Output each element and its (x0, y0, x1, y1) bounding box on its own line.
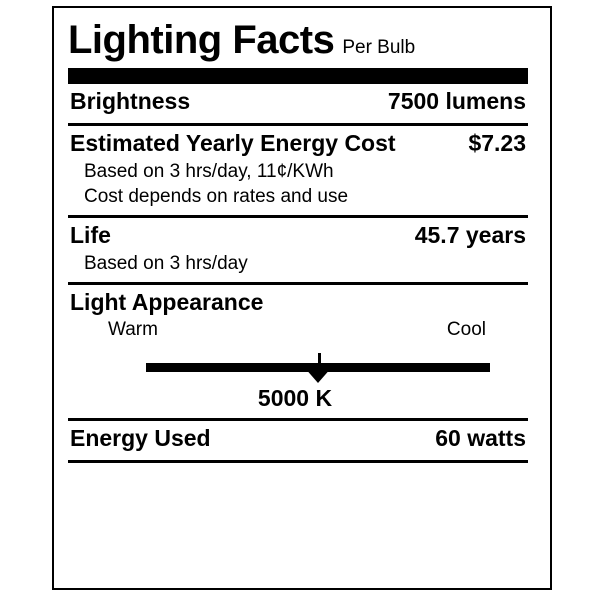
light-appearance-label: Light Appearance (70, 289, 264, 315)
label-title-row (66, 18, 530, 62)
life-row (66, 218, 530, 251)
energy-cost-row (66, 126, 530, 159)
lighting-facts-label (52, 6, 552, 590)
energy-used-row (66, 421, 530, 454)
title-divider-bar (68, 68, 528, 84)
life-label: Life (70, 222, 111, 248)
title-subtitle: Per Bulb (342, 37, 416, 58)
scale-pointer-icon (304, 367, 332, 383)
page-title: Lighting Facts (68, 18, 335, 62)
brightness-row (66, 84, 530, 117)
energy-cost-label: Estimated Yearly Energy Cost (70, 130, 396, 156)
divider-after-energy-used (68, 460, 528, 463)
energy-used-value: 60 watts (435, 425, 526, 451)
brightness-label: Brightness (70, 88, 191, 114)
light-appearance-scale (66, 345, 530, 385)
scale-max-label: Cool (446, 319, 486, 340)
color-temperature-value: 5000 K (257, 385, 333, 411)
energy-used-label: Energy Used (70, 425, 211, 451)
scale-min-label: Warm (108, 319, 158, 340)
life-value: 45.7 years (414, 222, 526, 248)
energy-cost-note-2: Cost depends on rates and use (84, 186, 349, 207)
energy-cost-value: $7.23 (468, 130, 526, 156)
scale-tick-mark (318, 353, 321, 365)
label-content (66, 18, 530, 463)
life-note: Based on 3 hrs/day (84, 253, 248, 274)
light-appearance-scale-labels (66, 316, 530, 341)
energy-cost-note-1: Based on 3 hrs/day, 11¢/KWh (84, 161, 334, 182)
brightness-value: 7500 lumens (387, 88, 526, 114)
